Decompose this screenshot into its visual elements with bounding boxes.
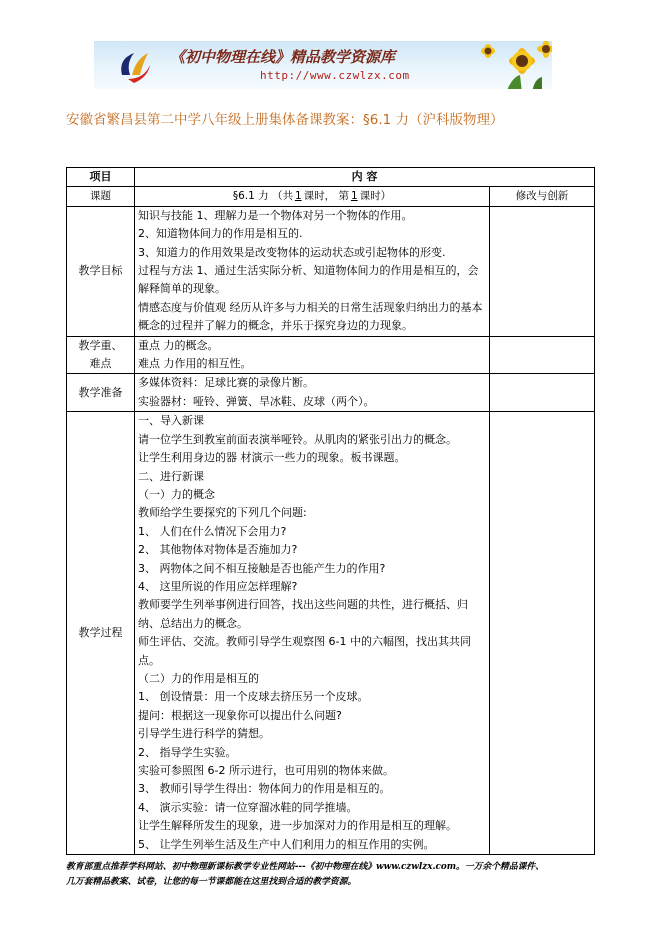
- process-line: （二）力的作用是相互的: [138, 671, 259, 685]
- banner-title: 《初中物理在线》精品教学资源库: [170, 48, 396, 66]
- objectives-label: 教学目标: [67, 206, 135, 336]
- preparation-row: [67, 374, 595, 412]
- table-header-row: [67, 168, 595, 187]
- banner-url[interactable]: http://www.czwlzx.com: [260, 69, 410, 82]
- process-line: 3、 两物体之间不相互接触是否也能产生力的作用?: [138, 561, 386, 575]
- topic-row: [67, 187, 595, 206]
- key-points-label-line: 教学重、: [78, 338, 123, 352]
- objectives-line: 2、知道物体间力的作用是相互的.: [138, 227, 303, 241]
- process-content: [135, 412, 490, 855]
- preparation-label: 教学准备: [67, 374, 135, 412]
- banner: [94, 41, 552, 89]
- sunflower-icon: [476, 41, 552, 89]
- key-points-label-line: 难点: [89, 357, 112, 371]
- process-line: 实验可参照图 6-2 所示进行，也可用别的物体来做。: [138, 764, 394, 777]
- header-item: 项目: [67, 168, 135, 187]
- topic-section: §6.1 力: [232, 190, 269, 203]
- preparation-content: [135, 374, 490, 412]
- process-line: 让学生解释所发生的现象，进一步加深对力的作用是相互的理解。: [138, 819, 457, 833]
- process-line: 请一位学生到教室前面表演举哑铃。从肌肉的紧张引出力的概念。: [138, 432, 457, 446]
- topic-suffix: 课时）: [359, 190, 392, 203]
- process-line: 二、进行新课: [138, 469, 204, 483]
- objectives-line: 3、知道力的作用效果是改变物体的运动状态或引起物体的形变.: [138, 245, 446, 259]
- process-line: 1、 创设情景：用一个皮球去挤压另一个皮球。: [138, 690, 369, 704]
- lesson-plan-table: [66, 167, 595, 855]
- objectives-row: [67, 206, 595, 336]
- footer-line: 教育部重点推荐学科网站、初中物理新课标教学专业性网站---《初中物理在线》www.czwlzx.com。一万余个精品课件、: [66, 862, 545, 872]
- topic-mid: 课时， 第: [303, 190, 349, 203]
- objectives-notes: [490, 206, 595, 336]
- process-line: 教师给学生要探究的下列几个问题:: [138, 506, 307, 520]
- process-line: 教师要学生列举事例进行回答，找出这些问题的共性，进行概括、归纳、总结出力的概念。: [138, 598, 468, 630]
- footer: [66, 860, 606, 890]
- footer-line: 几万套精品教案、试卷，让您的每一节课都能在这里找到合适的教学资源。: [66, 877, 357, 887]
- process-line: 3、 教师引导学生得出：物体间力的作用是相互的。: [138, 782, 391, 796]
- key-points-label: [67, 336, 135, 374]
- notes-header: 修改与创新: [490, 187, 595, 206]
- process-line: 2、 指导学生实验。: [138, 745, 237, 759]
- key-points-notes: [490, 336, 595, 374]
- objectives-line: 过程与方法 1、通过生活实际分析、知道物体间力的作用是相互的，会解释简单的现象。: [138, 264, 479, 296]
- topic-cell: [135, 187, 490, 206]
- preparation-line: 实验器材：哑铃、弹簧、旱冰鞋、皮球（两个）。: [138, 394, 375, 408]
- key-points-line: 重点 力的概念。: [138, 338, 219, 352]
- process-line: 4、 演示实验：请一位穿溜冰鞋的同学推墙。: [138, 800, 358, 814]
- process-line: 让学生利用身边的器 材演示一些力的现象。板书课题。: [138, 451, 406, 465]
- process-label: 教学过程: [67, 412, 135, 855]
- process-row: [67, 412, 595, 855]
- process-line: 引导学生进行科学的猜想。: [138, 727, 270, 741]
- topic-total-hours: 1: [294, 190, 302, 203]
- process-line: 一、导入新课: [138, 414, 204, 428]
- document-title: 安徽省繁昌县第二中学八年级上册集体备课教案：§6.1 力（沪科版物理）: [66, 112, 504, 128]
- key-points-content: [135, 336, 490, 374]
- process-line: 提问：根据这一现象你可以提出什么问题?: [138, 708, 342, 722]
- process-line: 1、 人们在什么情况下会用力?: [138, 524, 287, 538]
- objectives-line: 知识与技能 1、理解力是一个物体对另一个物体的作用。: [138, 208, 413, 222]
- process-line: 5、 让学生列举生活及生产中人们利用力的相互作用的实例。: [138, 837, 435, 851]
- objectives-content: [135, 206, 490, 336]
- process-notes: [490, 412, 595, 855]
- topic-label: 课题: [67, 187, 135, 206]
- topic-current-hour: 1: [350, 190, 358, 203]
- objectives-line: 情感态度与价值观 经历从许多与力相关的日常生活现象归纳出力的基本概念的过程并了解力的概念，并乐于探究身边的力现象。: [138, 300, 483, 333]
- process-line: 师生评估、交流。教师引导学生观察图 6-1 中的六幅图，找出其共同点。: [138, 635, 471, 667]
- preparation-notes: [490, 374, 595, 412]
- key-points-line: 难点 力作用的相互性。: [138, 357, 252, 371]
- topic-prefix: （共: [271, 190, 293, 203]
- czwlzx-logo-icon: [114, 45, 156, 87]
- key-points-row: [67, 336, 595, 374]
- process-line: 2、 其他物体对物体是否施加力?: [138, 543, 298, 557]
- process-line: 4、 这里所说的作用应怎样理解?: [138, 579, 298, 593]
- preparation-line: 多媒体资料：足球比赛的录像片断。: [138, 376, 314, 390]
- process-line: （一）力的概念: [138, 487, 215, 501]
- header-content: 内 容: [135, 168, 595, 187]
